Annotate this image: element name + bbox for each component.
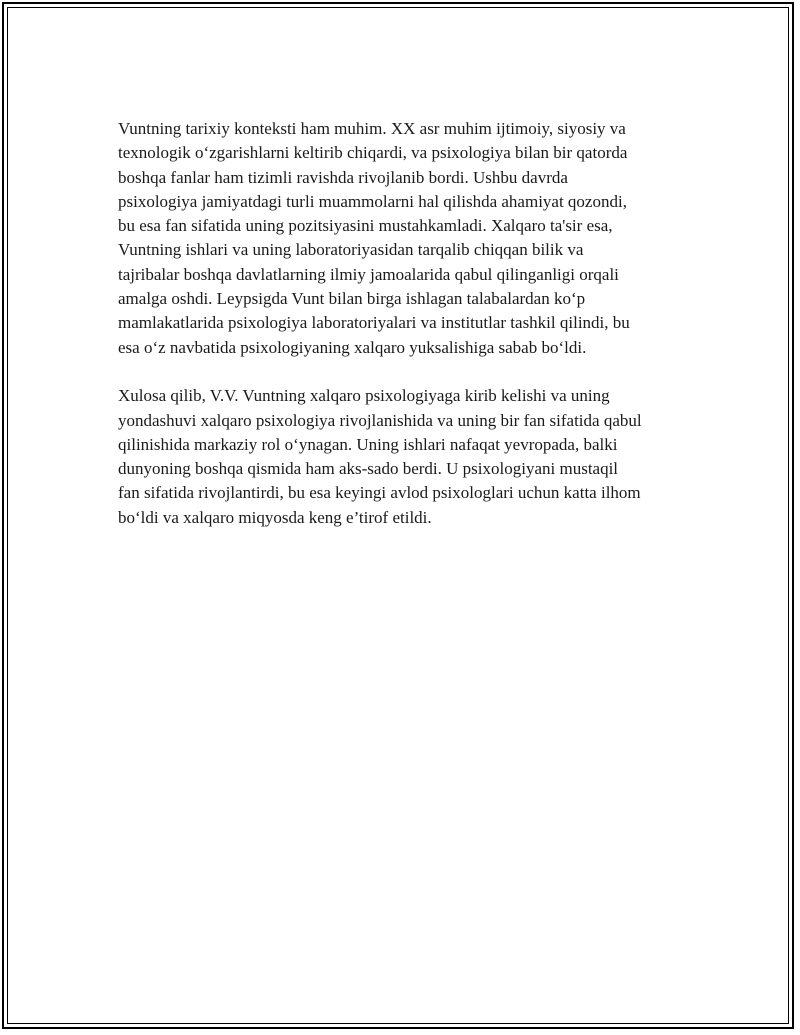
- paragraph-context: Vuntning tarixiy konteksti ham muhim. XX asr muhim ijtimoiy, siyosiy va texnologik o‘zgarishlarni keltirib chiqardi, va psixologiya bilan bir qatorda boshqa fanlar ham tizimli ravishda rivojlanib bordi. Ushbu davrda psixologiya jamiyatdagi turli muammolarni hal qilishda ahamiyat qozondi, bu esa fan sifatida uning pozitsiyasini mustahkamladi. Xalqaro ta'sir esa, Vuntning ishlari va uning laboratoriyasidan tarqalib chiqqan bilik va tajribalar boshqa davlatlarning ilmiy jamoalarida qabul qilinganligi orqali amalga oshdi. Leypsigda Vunt bilan birga ishlagan talabalardan ko‘p mamlakatlarida psixologiya laboratoriyalari va institutlar tashkil qilindi, bu esa o‘z navbatida psixologiyaning xalqaro yuksalishiga sabab bo‘ldi.: [118, 119, 630, 357]
- document-body: [118, 117, 698, 554]
- paragraph-conclusion: Xulosa qilib, V.V. Vuntning xalqaro psixologiyaga kirib kelishi va uning yondashuvi xalqaro psixologiya rivojlanishida va uning bir fan sifatida qabul qilinishida markaziy rol o‘ynagan. Uning ishlari nafaqat yevropada, balki dunyoning boshqa qismida ham aks-sado berdi. U psixologiyani mustaqil fan sifatida rivojlantirdi, bu esa keyingi avlod psixologlari uchun katta ilhom bo‘ldi va xalqaro miqyosda keng e’tirof etildi.: [118, 386, 642, 527]
